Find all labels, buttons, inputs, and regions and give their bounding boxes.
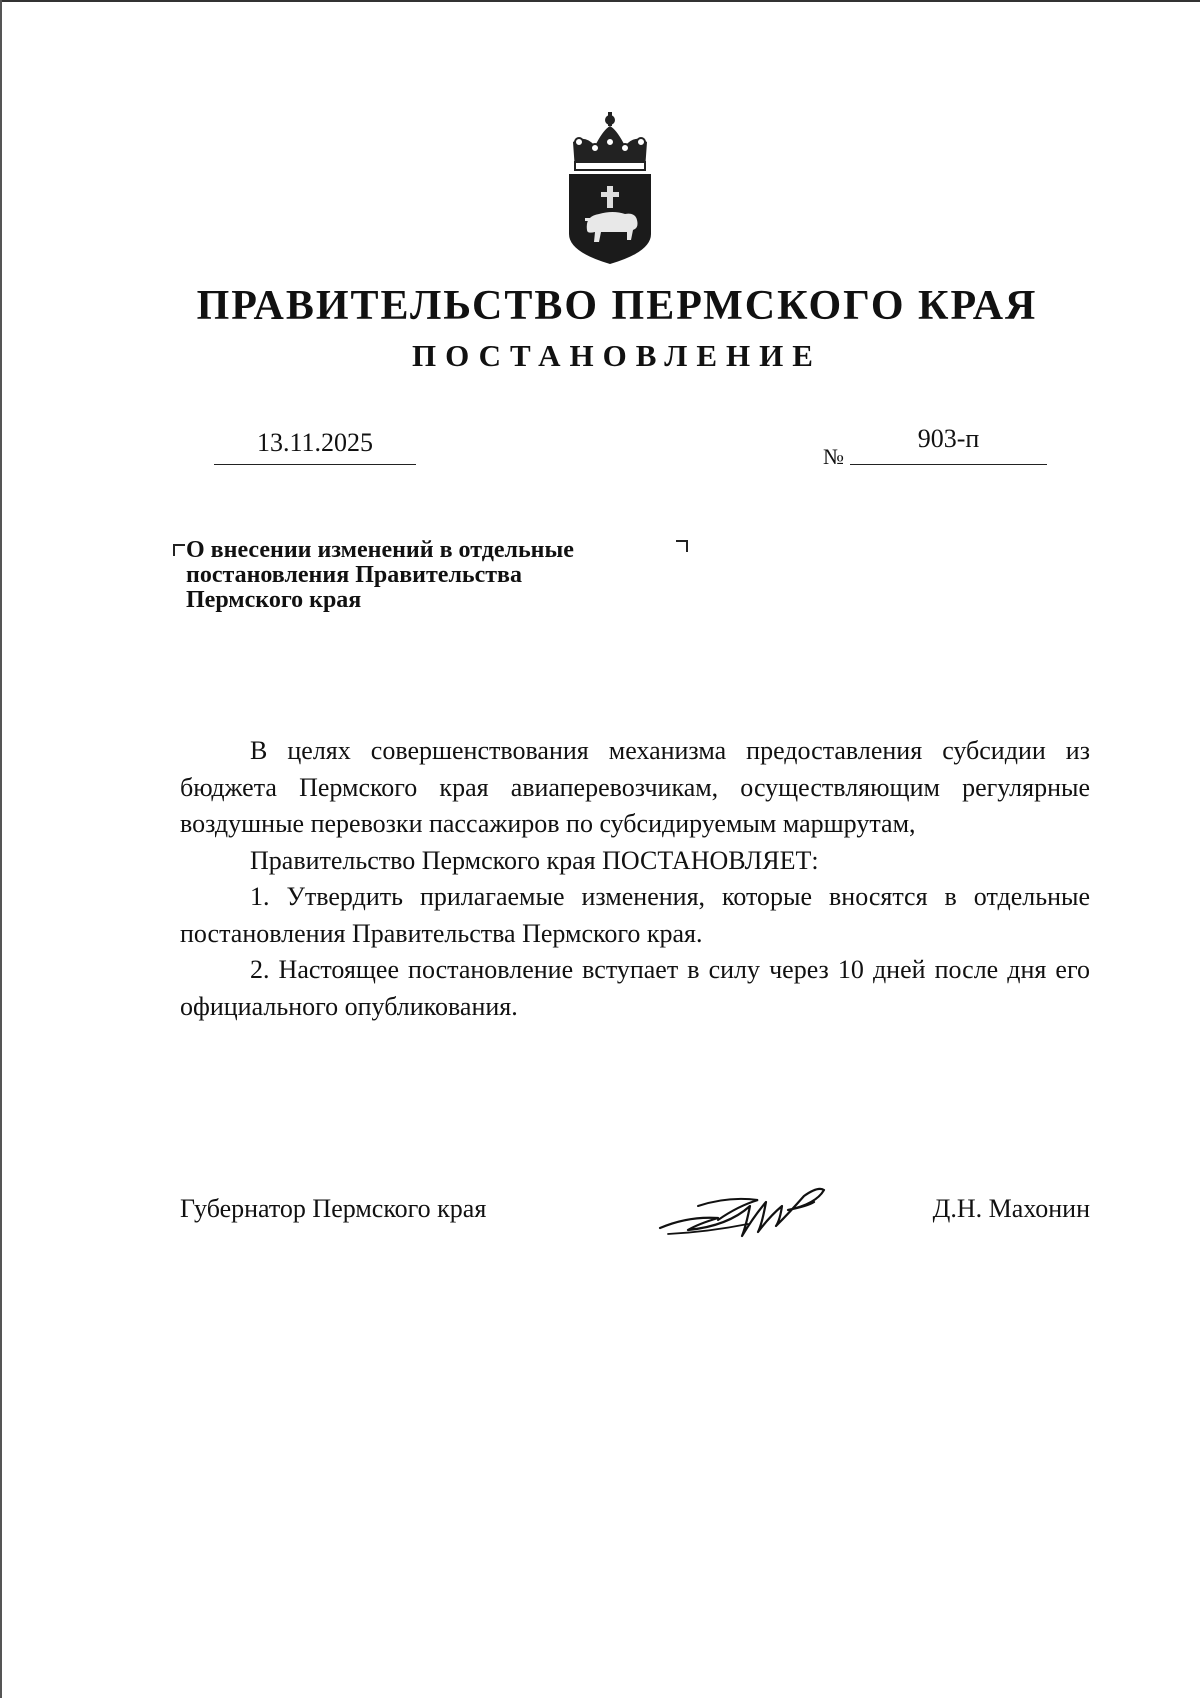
organization-title: ПРАВИТЕЛЬСТВО ПЕРМСКОГО КРАЯ [196,283,1038,329]
subject-line: О внесении изменений в отдельные [186,537,574,563]
scan-border-left [0,0,2,1698]
subject-corner-mark-right [676,540,688,552]
item-2-paragraph: 2. Настоящее постановление вступает в силу через 10 дней после дня его официального опубликования. [180,955,1090,1021]
number-sign: № [823,444,844,469]
number-field [850,424,1047,465]
preamble-paragraph: В целях совершенствования механизма предоставления субсидии из бюджета Пермского края авиаперевозчикам, осуществляющим регулярные воздушные перевозки пассажиров по субсидируемым маршрутам, [180,736,1090,838]
subject-line: постановления Правительства [186,562,522,588]
document-date: 13.11.2025 [256,428,374,457]
subject-line: Пермского края [186,587,362,613]
handwritten-signature-icon [658,1176,828,1246]
coat-of-arms-icon [565,112,655,264]
scan-border-top [0,0,1200,2]
signatory-name: Д.Н. Махонин [932,1194,1090,1223]
document-type-heading: ПОСТАНОВЛЕНИЕ [412,338,822,373]
document-body [180,733,1090,1025]
date-field [214,424,416,465]
document-number: 903-п [917,424,980,453]
item-1-paragraph: 1. Утвердить прилагаемые изменения, которые вносятся в отдельные постановления Правительства Пермского края. [180,882,1090,948]
signatory-title: Губернатор Пермского края [180,1194,487,1223]
resolves-paragraph: Правительство Пермского края ПОСТАНОВЛЯЕТ: [250,845,819,875]
document-subject [186,538,666,613]
subject-corner-mark-left [173,544,185,556]
